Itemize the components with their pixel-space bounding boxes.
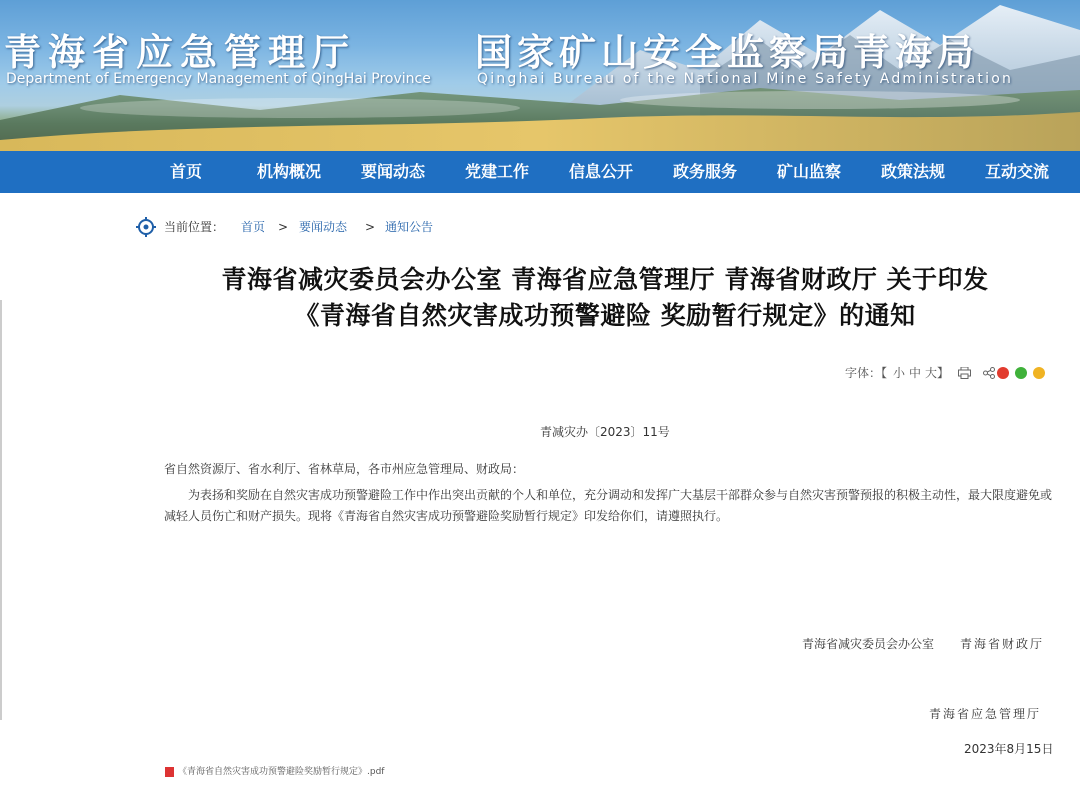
nav-item-mine[interactable]: 矿山监察 — [777, 162, 842, 181]
signer-disaster-office: 青海省减灾委员会办公室 — [802, 637, 935, 651]
site-title-cn: 青海省应急管理厅 — [4, 31, 356, 74]
nav-item-policy[interactable]: 政策法规 — [881, 162, 946, 181]
breadcrumb-link-home[interactable]: 首页 — [241, 220, 266, 234]
article-title-line-1: 青海省减灾委员会办公室 青海省应急管理厅 青海省财政厅 关于印发 — [221, 265, 989, 294]
share-icon[interactable] — [983, 367, 995, 379]
nav-item-news[interactable]: 要闻动态 — [361, 162, 426, 181]
wechat-icon[interactable] — [1015, 367, 1027, 379]
font-size-large[interactable]: 大 — [925, 366, 938, 380]
nav-item-services[interactable]: 政务服务 — [673, 162, 738, 181]
location-icon — [136, 217, 156, 237]
addressee: 省自然资源厅、省水利厅、省林草局，各市州应急管理局、财政局： — [164, 462, 525, 476]
breadcrumb-link-notices[interactable]: 通知公告 — [385, 220, 434, 234]
breadcrumb-label: 当前位置： — [164, 220, 225, 234]
breadcrumb-separator: > — [278, 220, 289, 234]
left-border — [0, 300, 2, 720]
qzone-icon[interactable] — [1033, 367, 1045, 379]
font-size-medium[interactable]: 中 — [909, 366, 922, 380]
weibo-icon[interactable] — [997, 367, 1009, 379]
signer-emergency: 青海省应急管理厅 — [929, 707, 1042, 721]
font-size-label: 字体：【 — [845, 366, 888, 380]
header-banner — [0, 0, 1080, 151]
pdf-icon — [165, 767, 174, 777]
nav-item-info[interactable]: 信息公开 — [569, 162, 634, 181]
nav-item-interact[interactable]: 互动交流 — [985, 162, 1050, 181]
print-icon[interactable] — [958, 367, 971, 379]
breadcrumb-separator: > — [365, 220, 376, 234]
attachment-link[interactable] — [165, 764, 384, 777]
attachment-filename: 《青海省自然灾害成功预警避险奖励暂行规定》.pdf — [178, 767, 385, 777]
article-title — [140, 262, 1070, 334]
nav-item-about[interactable]: 机构概况 — [257, 162, 322, 181]
site-title-en: Department of Emergency Management of QingHai Province — [6, 71, 431, 87]
main-nav — [0, 151, 1080, 193]
signer-finance: 青海省财政厅 — [960, 637, 1045, 651]
nav-item-home[interactable]: 首页 — [170, 162, 203, 181]
article-title-line-2: 《青海省自然灾害成功预警避险 奖励暂行规定》的通知 — [294, 301, 916, 330]
document-number: 青减灾办〔2023〕11号 — [540, 425, 670, 439]
site-title-cn-2: 国家矿山安全监察局青海局 — [475, 31, 979, 74]
font-size-close: 】 — [937, 366, 950, 380]
font-size-small[interactable]: 小 — [893, 366, 906, 380]
publish-date: 2023年8月15日 — [964, 742, 1054, 756]
nav-item-party[interactable]: 党建工作 — [465, 162, 530, 181]
site-title-en-2: Qinghai Bureau of the National Mine Safety Administration — [477, 71, 1014, 87]
breadcrumb-link-news[interactable]: 要闻动态 — [299, 220, 348, 234]
body-paragraph: 为表扬和奖励在自然灾害成功预警避险工作中作出突出贡献的个人和单位，充分调动和发挥广大基层干部群众参与自然灾害预警预报的积极主动性，最大限度避免或减轻人员伤亡和财产损失。现将《青海省自然灾害成功预警避险奖励暂行规定》印发给你们，请遵照执行。 — [164, 488, 1053, 523]
